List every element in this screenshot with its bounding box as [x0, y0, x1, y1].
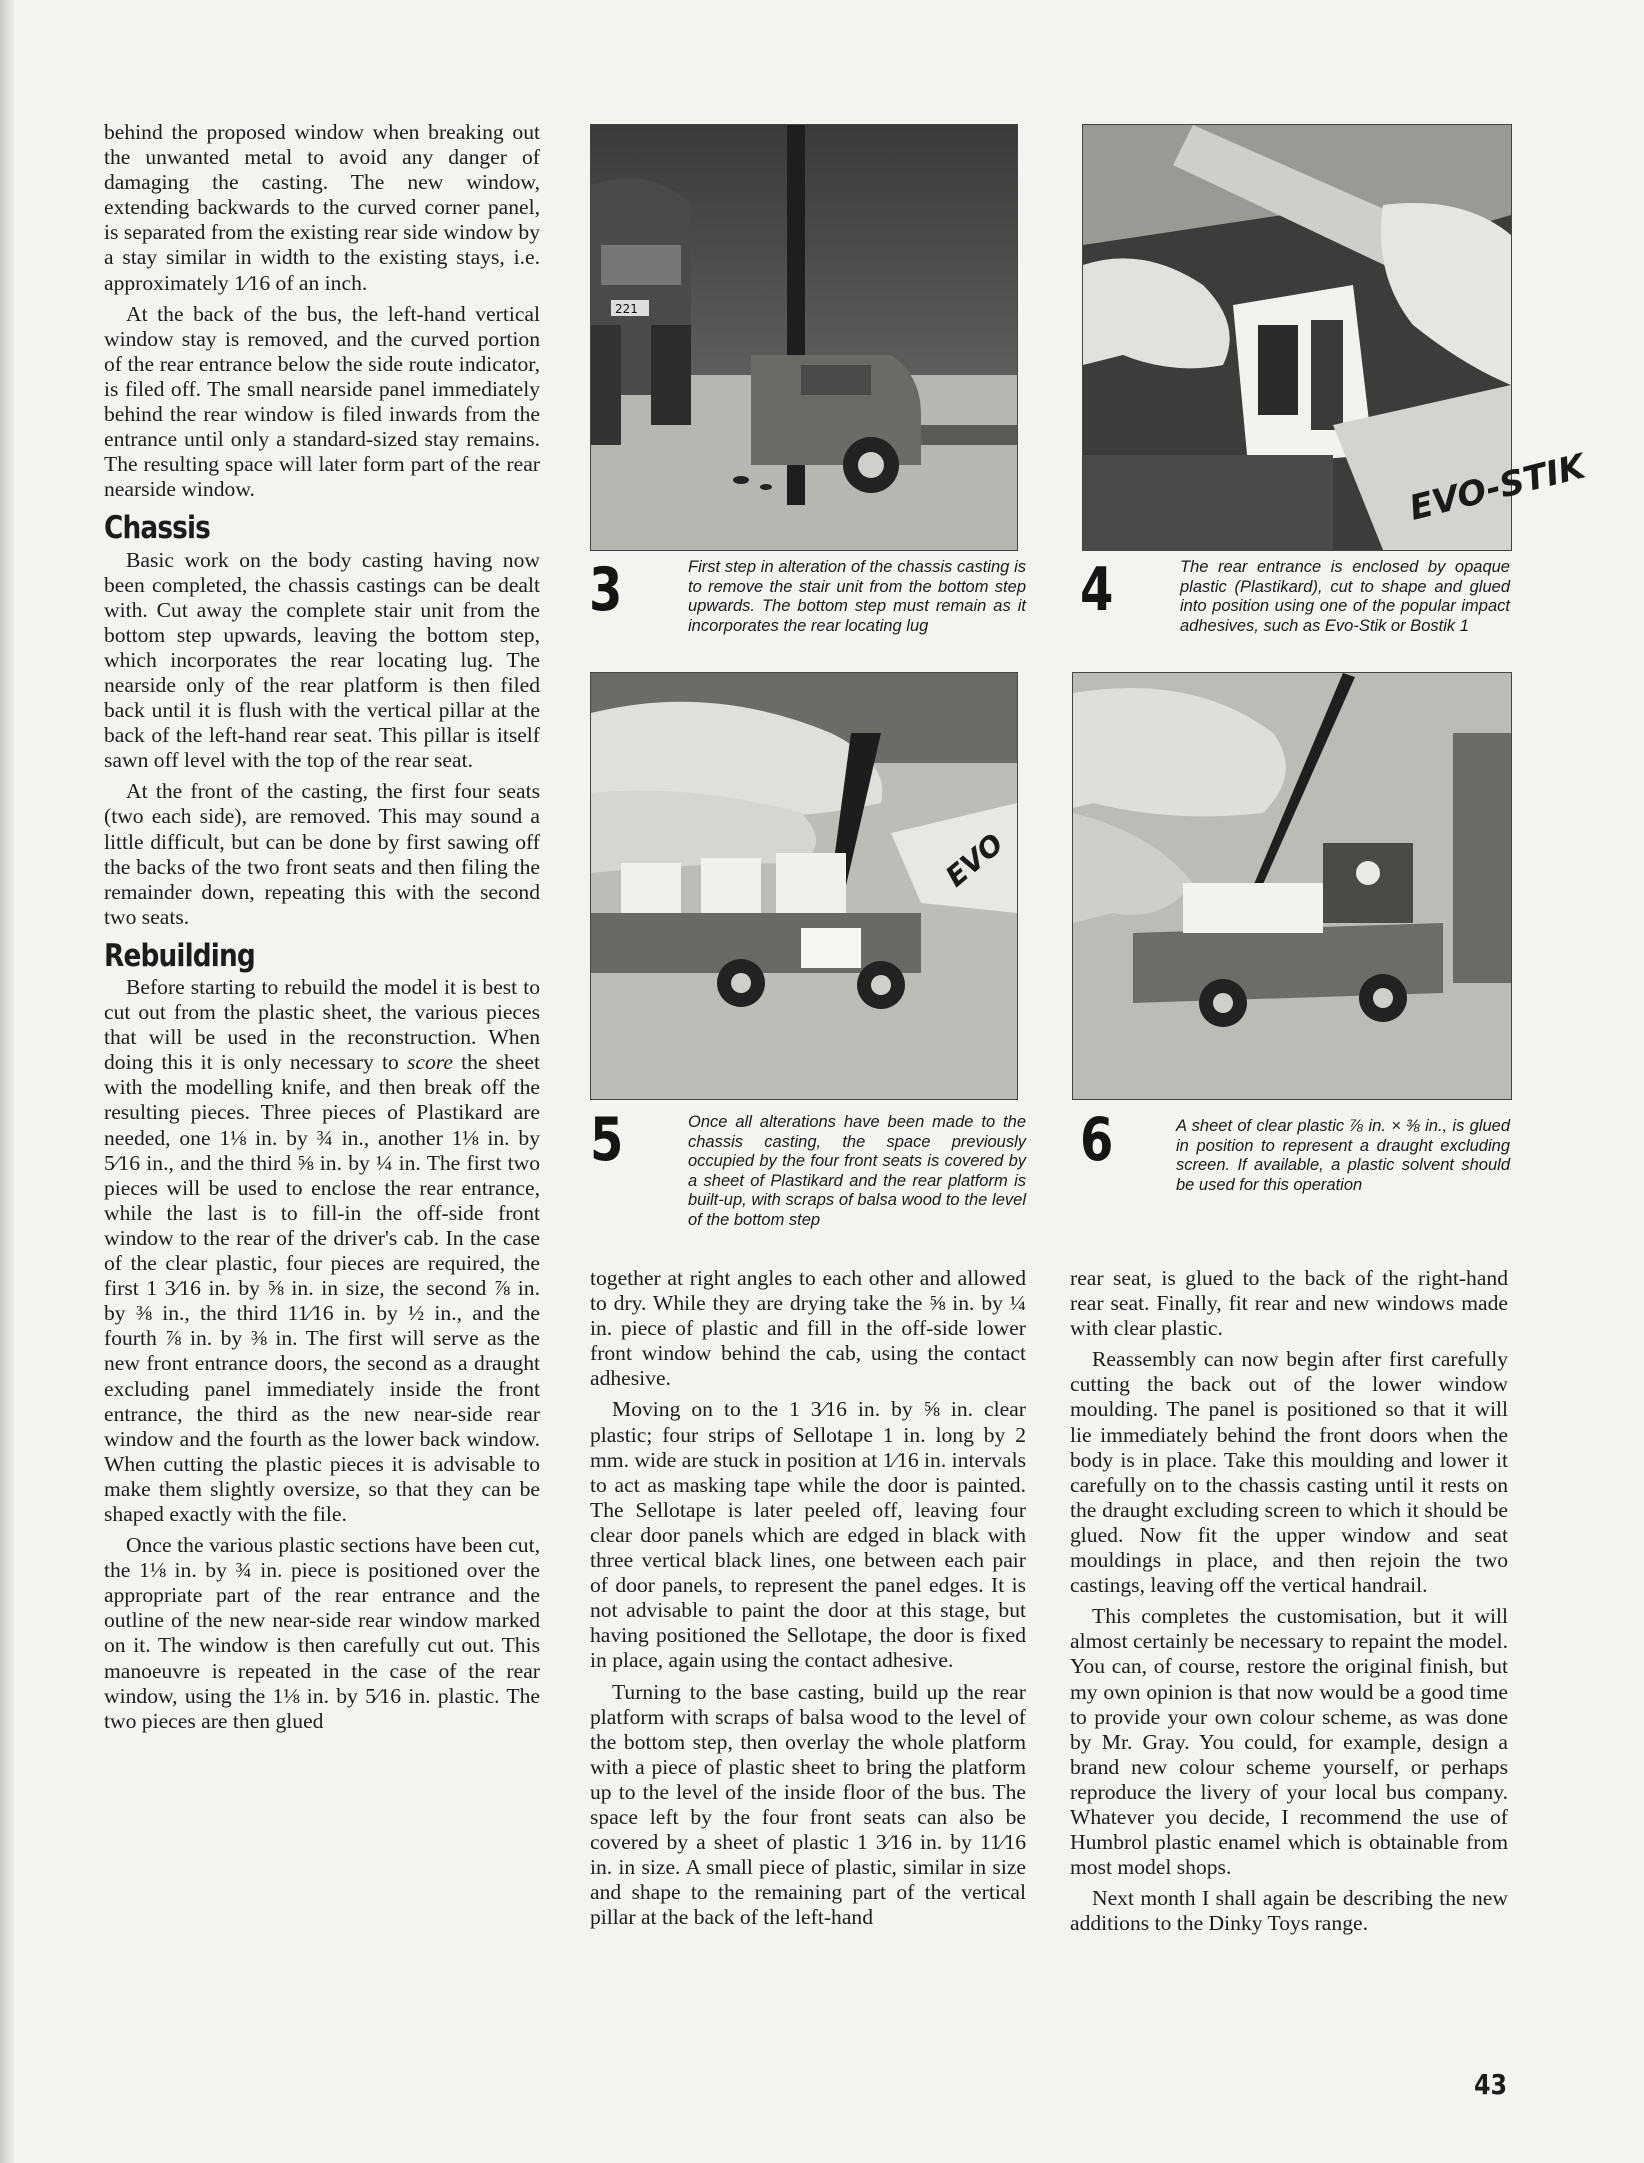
photo-figure-6 [1072, 672, 1512, 1100]
text-column-1 [104, 120, 540, 1740]
figure-caption-6: A sheet of clear plastic ⅞ in. × ⅜ in., is glued in position to represent a draught excluding screen. If available, a plastic solvent should be used for this operation [1176, 1117, 1510, 1194]
paragraph: Next month I shall again be describing the new additions to the Dinky Toys range. [1070, 1886, 1508, 1936]
page-number: 43 [1474, 2068, 1508, 2101]
photo-3-illustration [591, 125, 1017, 550]
page-spine-shadow [0, 0, 14, 2163]
text-run: Before starting to rebuild the model it is best to cut out from the plastic sheet, the various pieces that will be used in the reconstruction. When doing this it is only necessary to [104, 975, 540, 1075]
photo-5-illustration [591, 673, 1017, 1099]
figure-caption-3: First step in alteration of the chassis casting is to remove the stair unit from the bottom step upwards. The bottom step must remain as it incorporates the rear locating lug [688, 558, 1026, 635]
paragraph: Reassembly can now begin after first carefully cutting the back out of the lower window moulding. The panel is positioned so that it will lie immediately behind the front doors when the body is in place. Take this moulding and lower it carefully on to the chassis casting until it rests on the draught excluding screen to which it should be glued. Now fit the upper window and seat mouldings in place, and then rejoin the two castings, leaving off the vertical handrail. [1070, 1347, 1508, 1598]
figure-number-6: 6 [1080, 1105, 1114, 1175]
text-column-2 [590, 1266, 1026, 1936]
photo-figure-4 [1082, 124, 1590, 551]
figure-caption-5: Once all alterations have been made to the chassis casting, the space previously occupied by the four front seats is covered by a sheet of Plastikard and the rear platform is built-up, with scraps of balsa wood to the level of the bottom step [688, 1113, 1026, 1229]
figure-number-3: 3 [589, 555, 623, 625]
paragraph: At the front of the casting, the first four seats (two each side), are removed. This may sound a little difficult, but can be done by first sawing off the backs of the two front seats and then filing the remainder down, repeating this with the second two seats. [104, 779, 540, 929]
photo-figure-5 [590, 672, 1018, 1100]
paragraph: At the back of the bus, the left-hand vertical window stay is removed, and the curved portion of the rear entrance below the side route indicator, is filed off. The small nearside panel immediately behind the rear window is filed inwards from the entrance until only a standard-sized stay remains. The resulting space will later form part of the rear nearside window. [104, 301, 540, 502]
figure-number-5: 5 [590, 1105, 624, 1175]
text-run: the sheet with the modelling knife, and then break off the resulting pieces. Three pieces of Plastikard are needed, one 1⅛ in. by ¾ in., another 1⅛ in. by 5⁄16 in., and the third ⅝ in. by ¼ in. The first two pieces will be used to enclose the rear entrance, while the last is to fill-in the off-side front window to the rear of the driver's cab. In the case of the clear plastic, four pieces are required, the first 1 3⁄16 in. by ⅝ in. in size, the second ⅞ in. by ⅜ in., the third 11⁄16 in. by ½ in., and the fourth ⅞ in. by ⅜ in. The first will serve as the new front entrance doors, the second as a draught excluding panel immediately inside the front entrance, the third as the new near-side rear window and the fourth as the lower back window. When cutting the plastic pieces it is advisable to make them slightly oversize, so that they can be shaped exactly with the file. [104, 1050, 541, 1526]
paragraph: rear seat, is glued to the back of the right-hand rear seat. Finally, fit rear and new windows made with clear plastic. [1070, 1266, 1508, 1341]
photo-figure-3 [590, 124, 1018, 551]
section-heading-rebuilding: Rebuilding [104, 937, 255, 974]
paragraph: Basic work on the body casting having now been completed, the chassis castings can be dealt with. Cut away the complete stair unit from the bottom step upwards, leaving the bottom step, which incorporates the rear locating lug. The nearside only of the rear platform is then filed back until it is flush with the vertical pillar at the back of the left-hand rear seat. This pillar is itself sawn off level with the top of the rear seat. [104, 547, 540, 773]
paragraph: together at right angles to each other and allowed to dry. While they are drying take the ⅝ in. by ¼ in. piece of plastic and fill in the off-side lower front window behind the cab, using the contact adhesive. [590, 1266, 1026, 1391]
paragraph [104, 975, 540, 1527]
figure-caption-4: The rear entrance is enclosed by opaque plastic (Plastikard), cut to shape and glued into position using one of the popular impact adhesives, such as Evo-Stik or Bostik 1 [1180, 558, 1510, 635]
evo-tube-label: EVO [939, 826, 1010, 894]
evo-stik-tube-label: EVO-STIK [1405, 446, 1590, 529]
text-column-3 [1070, 1266, 1508, 1942]
paragraph: Turning to the base casting, build up the rear platform with scraps of balsa wood to the level of the bottom step, then overlay the whole platform with a piece of plastic sheet to bring the platform up to the level of the inside floor of the bus. The space left by the four front seats can also be covered by a sheet of plastic 1 3⁄16 in. by 11⁄16 in. in size. A small piece of plastic, similar in size and shape to the remaining part of the vertical pillar at the back of the left-hand [590, 1679, 1026, 1930]
figure-number-4: 4 [1080, 555, 1114, 625]
paragraph: This completes the customisation, but it will almost certainly be necessary to repaint the model. You can, of course, restore the original finish, but my own opinion is that now would be a good time to provide your own colour scheme, as was done by Mr. Gray. You could, for example, design a brand new colour scheme yourself, or perhaps reproduce the livery of your local bus company. Whatever you decide, I recommend the use of Humbrol plastic enamel which is obtainable from most model shops. [1070, 1604, 1508, 1880]
emphasis-score: score [406, 1050, 453, 1075]
paragraph: Moving on to the 1 3⁄16 in. by ⅝ in. clear plastic; four strips of Sellotape 1 in. long by 2 mm. wide are stuck in position at 1⁄16 in. intervals to act as masking tape while the door is painted. The Sellotape is later peeled off, leaving four clear door panels which are edged in black with three vertical black lines, one between each pair of door panels, to represent the panel edges. It is not advisable to paint the door at this stage, but having positioned the Sellotape, the door is fixed in place, again using the contact adhesive. [590, 1397, 1027, 1673]
route-number-label: 221 [615, 302, 638, 316]
photo-4-illustration [1083, 125, 1590, 550]
section-heading-chassis: Chassis [104, 510, 211, 547]
paragraph: Once the various plastic sections have been cut, the 1⅛ in. by ¾ in. piece is positioned over the appropriate part of the rear entrance and the outline of the new near-side rear window marked on it. The window is then carefully cut out. This manoeuvre is repeated in the case of the rear window, using the 1⅛ in. by 5⁄16 in. plastic. The two pieces are then glued [104, 1533, 540, 1733]
photo-6-illustration [1073, 673, 1511, 1099]
paragraph: behind the proposed window when breaking out the unwanted metal to avoid any danger of damaging the casting. The new window, extending backwards to the curved corner panel, is separated from the existing rear side window by a stay similar in width to the existing stays, i.e. approximately 1⁄16 of an inch. [104, 120, 540, 295]
